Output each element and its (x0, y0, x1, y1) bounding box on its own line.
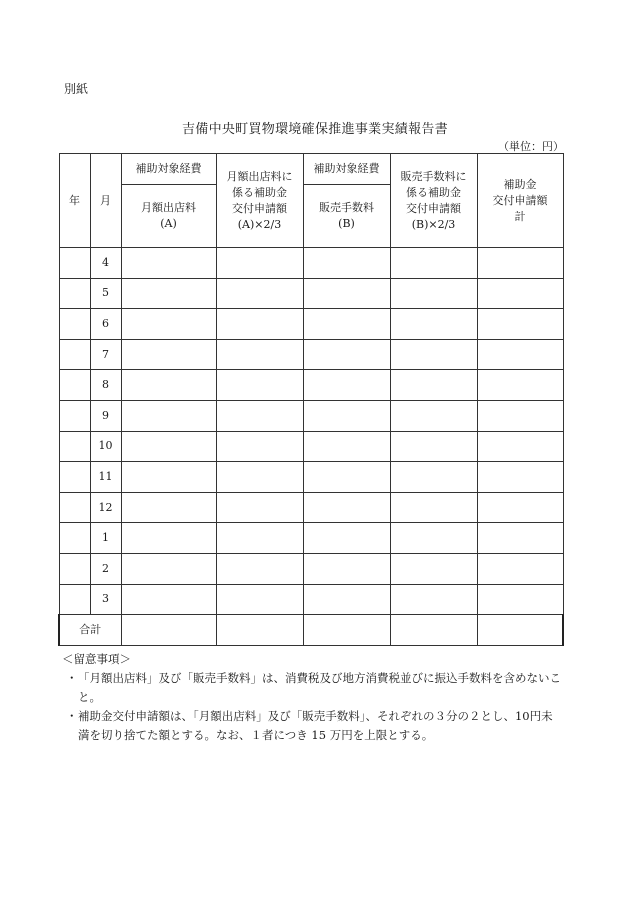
table-row (59, 492, 563, 523)
table-row (59, 431, 563, 462)
note-item (64, 707, 564, 745)
note-text: 補助金交付申請額は、「月額出店料」及び「販売手数料」、それぞれの３分の２とし、10円未満を切り捨てた額とする。なお、１者につき 15 万円を上限とする。 (78, 709, 553, 742)
header-expense-b-top: 補助対象経費 (303, 154, 390, 185)
month-cell: 1 (90, 523, 121, 554)
table-row (59, 584, 563, 615)
expense-b-cell (303, 431, 390, 462)
year-cell (59, 370, 90, 401)
subsidy-a-cell (216, 431, 303, 462)
header-expense-a-bottom (121, 185, 216, 248)
expense-a-cell (121, 248, 216, 279)
header-subsidy-b-line3: 交付申請額 (406, 201, 461, 215)
total-subsidy-a-cell (216, 615, 303, 646)
expense-b-cell (303, 462, 390, 493)
header-subsidy-b-line1: 販売手数料に (400, 169, 467, 183)
total-cell (477, 553, 563, 584)
year-cell (59, 278, 90, 309)
table-row (59, 248, 563, 279)
expense-a-cell (121, 339, 216, 370)
header-subsidy-a-line4: (A)×2/3 (237, 217, 282, 231)
total-expense-b-cell (303, 615, 390, 646)
expense-b-cell (303, 523, 390, 554)
expense-b-cell (303, 400, 390, 431)
total-label: 合計 (59, 615, 121, 646)
subsidy-a-cell (216, 400, 303, 431)
total-cell (477, 492, 563, 523)
subsidy-b-cell (390, 431, 477, 462)
notes-section (64, 650, 564, 745)
subsidy-a-cell (216, 584, 303, 615)
expense-b-cell (303, 584, 390, 615)
subsidy-b-cell (390, 339, 477, 370)
subsidy-b-cell (390, 370, 477, 401)
month-cell: 12 (90, 492, 121, 523)
expense-b-cell (303, 492, 390, 523)
subsidy-b-cell (390, 248, 477, 279)
expense-a-cell (121, 584, 216, 615)
year-cell (59, 492, 90, 523)
year-cell (59, 400, 90, 431)
header-subsidy-b-line2: 係る補助金 (406, 185, 461, 199)
header-subsidy-b-line4: (B)×2/3 (411, 217, 456, 231)
total-cell (477, 462, 563, 493)
header-expense-a-line2: (A) (160, 217, 177, 230)
expense-b-cell (303, 370, 390, 401)
expense-b-cell (303, 339, 390, 370)
subsidy-b-cell (390, 400, 477, 431)
subsidy-b-cell (390, 553, 477, 584)
expense-b-cell (303, 553, 390, 584)
subsidy-b-cell (390, 309, 477, 340)
expense-a-cell (121, 309, 216, 340)
expense-b-cell (303, 309, 390, 340)
table-row (59, 553, 563, 584)
header-subsidy-b (390, 154, 477, 248)
subsidy-b-cell (390, 278, 477, 309)
header-month: 月 (90, 154, 121, 248)
year-cell (59, 584, 90, 615)
total-subsidy-b-cell (390, 615, 477, 646)
month-cell: 10 (90, 431, 121, 462)
note-text: 「月額出店料」及び「販売手数料」は、消費税及び地方消費税並びに振込手数料を含めないこと。 (78, 671, 561, 704)
header-total (477, 154, 563, 248)
header-subsidy-a-line3: 交付申請額 (232, 201, 287, 215)
expense-a-cell (121, 370, 216, 401)
month-cell: 11 (90, 462, 121, 493)
subsidy-b-cell (390, 492, 477, 523)
header-expense-a-top: 補助対象経費 (121, 154, 216, 185)
year-cell (59, 553, 90, 584)
year-cell (59, 523, 90, 554)
table-row (59, 523, 563, 554)
unit-label: （単位：円） (498, 140, 564, 153)
table-row (59, 339, 563, 370)
subsidy-b-cell (390, 584, 477, 615)
subsidy-a-cell (216, 309, 303, 340)
note-item (64, 669, 564, 707)
subsidy-b-cell (390, 462, 477, 493)
expense-a-cell (121, 523, 216, 554)
total-cell (477, 370, 563, 401)
subsidy-a-cell (216, 248, 303, 279)
total-cell (477, 278, 563, 309)
table-row (59, 462, 563, 493)
header-expense-a-line1: 月額出店料 (141, 201, 196, 214)
attachment-label: 別紙 (64, 82, 89, 96)
year-cell (59, 248, 90, 279)
total-total-cell (477, 615, 563, 646)
total-cell (477, 584, 563, 615)
subsidy-a-cell (216, 553, 303, 584)
expense-b-cell (303, 278, 390, 309)
document-title: 吉備中央町買物環境確保推進事業実績報告書 (181, 122, 448, 137)
month-cell: 5 (90, 278, 121, 309)
total-cell (477, 309, 563, 340)
header-subsidy-a-line2: 係る補助金 (232, 185, 287, 199)
subsidy-a-cell (216, 462, 303, 493)
header-subsidy-a (216, 154, 303, 248)
month-cell: 8 (90, 370, 121, 401)
header-expense-b-bottom (303, 185, 390, 248)
year-cell (59, 431, 90, 462)
expense-a-cell (121, 431, 216, 462)
subsidy-a-cell (216, 370, 303, 401)
total-row (59, 615, 563, 646)
expense-a-cell (121, 462, 216, 493)
table-row (59, 309, 563, 340)
subsidy-a-cell (216, 492, 303, 523)
report-table (58, 153, 564, 646)
expense-a-cell (121, 553, 216, 584)
month-cell: 3 (90, 584, 121, 615)
bullet-icon: ・ (66, 709, 78, 723)
month-cell: 2 (90, 553, 121, 584)
expense-a-cell (121, 492, 216, 523)
header-total-line3: 計 (514, 209, 526, 223)
notes-heading: ＜留意事項＞ (62, 652, 131, 666)
total-cell (477, 431, 563, 462)
subsidy-b-cell (390, 523, 477, 554)
table-row (59, 278, 563, 309)
expense-b-cell (303, 248, 390, 279)
header-expense-b-line2: (B) (338, 217, 355, 230)
table-row (59, 370, 563, 401)
year-cell (59, 309, 90, 340)
subsidy-a-cell (216, 523, 303, 554)
header-subsidy-a-line1: 月額出店料に (226, 169, 293, 183)
month-cell: 9 (90, 400, 121, 431)
month-cell: 7 (90, 339, 121, 370)
expense-a-cell (121, 400, 216, 431)
year-cell (59, 462, 90, 493)
bullet-icon: ・ (66, 671, 78, 685)
subsidy-a-cell (216, 278, 303, 309)
expense-a-cell (121, 278, 216, 309)
month-cell: 6 (90, 309, 121, 340)
total-cell (477, 523, 563, 554)
header-total-line1: 補助金 (503, 177, 537, 191)
total-cell (477, 400, 563, 431)
total-expense-a-cell (121, 615, 216, 646)
header-total-line2: 交付申請額 (492, 193, 548, 207)
subsidy-a-cell (216, 339, 303, 370)
header-year: 年 (59, 154, 90, 248)
header-expense-b-line1: 販売手数料 (319, 201, 374, 214)
table-row (59, 400, 563, 431)
total-cell (477, 339, 563, 370)
total-cell (477, 248, 563, 279)
month-cell: 4 (90, 248, 121, 279)
year-cell (59, 339, 90, 370)
